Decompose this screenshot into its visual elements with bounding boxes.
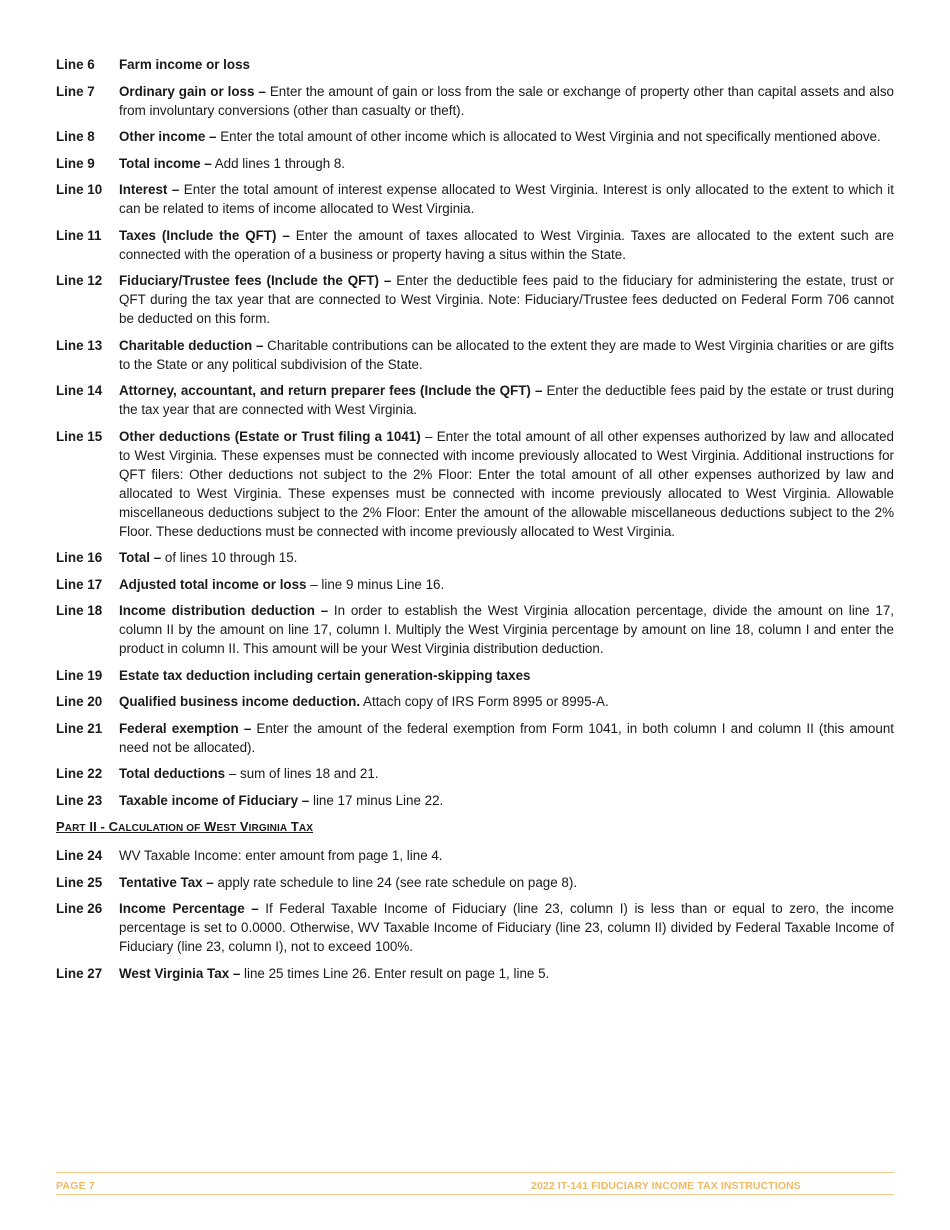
line-number: Line 18	[56, 603, 103, 618]
section-heading-part-2: PART II - CALCULATION OF WEST VIRGINIA TAX	[56, 819, 314, 834]
line-title: Fiduciary/Trustee fees (Include the QFT) –	[119, 273, 392, 288]
line-description	[119, 55, 894, 74]
line-title: Tentative Tax –	[119, 874, 214, 890]
line-title: Income Percentage –	[119, 901, 259, 916]
line-number: Line 23	[56, 792, 103, 808]
line-number: Line 17	[56, 576, 103, 592]
line-title: Ordinary gain or loss –	[119, 83, 266, 99]
line-title: Other income –	[119, 129, 217, 144]
line-description	[119, 381, 894, 419]
line-description	[119, 271, 894, 328]
line-number: Line 8	[56, 129, 95, 144]
line-items-part-1	[56, 55, 894, 810]
line-items-part-2	[56, 846, 894, 983]
line-number: Line 24	[56, 848, 103, 863]
footer-divider-top	[56, 1172, 894, 1173]
line-description	[119, 846, 894, 865]
line-title: Farm income or loss	[119, 57, 250, 72]
line-item	[56, 154, 894, 173]
line-text: line 17 minus Line 22.	[309, 792, 444, 808]
footer-page-number: PAGE 7	[56, 1180, 95, 1192]
line-number: Line 9	[56, 155, 95, 171]
line-description	[119, 82, 894, 120]
line-text: line 25 times Line 26. Enter result on page 1, line 5.	[240, 965, 550, 981]
line-item	[56, 764, 894, 783]
line-title: Total –	[119, 550, 162, 565]
line-number: Line 14	[56, 383, 103, 398]
line-title: Interest –	[119, 182, 180, 197]
line-number: Line 15	[56, 428, 103, 444]
line-item	[56, 719, 894, 757]
line-item	[56, 666, 894, 685]
line-number: Line 7	[56, 83, 95, 99]
line-item	[56, 271, 894, 328]
line-text: Charitable contributions can be allocated to the extent they are made to West Virginia charities or are gifts to the State or any political subdivision of the State.	[119, 337, 894, 372]
line-item	[56, 548, 894, 567]
line-description	[119, 127, 894, 146]
line-description	[119, 427, 894, 541]
line-item	[56, 846, 894, 865]
line-number: Line 19	[56, 667, 103, 683]
line-description	[119, 180, 894, 218]
line-title: Federal exemption –	[119, 720, 252, 736]
line-text: Enter the total amount of other income which is allocated to West Virginia and not specifically mentioned above.	[216, 129, 881, 144]
line-number: Line 12	[56, 273, 103, 288]
line-item	[56, 336, 894, 374]
line-text: Enter the amount of taxes allocated to West Virginia. Taxes are allocated to the extent such are connected with the operation of a business or property having a situs within the State.	[119, 227, 894, 262]
line-item	[56, 964, 894, 983]
line-description	[119, 692, 894, 711]
line-title: Attorney, accountant, and return preparer fees (Include the QFT) –	[119, 383, 543, 398]
footer-document-title: 2022 IT-141 FIDUCIARY INCOME TAX INSTRUCTIONS	[531, 1180, 801, 1192]
line-title: Charitable deduction –	[119, 337, 264, 353]
line-text: of lines 10 through 15.	[161, 550, 298, 565]
line-description	[119, 666, 894, 685]
line-text: – line 9 minus Line 16.	[306, 576, 445, 592]
line-title: Estate tax deduction including certain generation-skipping taxes	[119, 667, 531, 683]
line-text: WV Taxable Income: enter amount from page 1, line 4.	[119, 848, 443, 863]
line-number: Line 26	[56, 901, 103, 916]
line-title: Taxable income of Fiduciary –	[119, 792, 310, 808]
line-text: Add lines 1 through 8.	[211, 155, 346, 171]
line-item	[56, 692, 894, 711]
line-item	[56, 601, 894, 658]
line-text: Enter the amount of the federal exemption from Form 1041, in both column I and column II (this amount need not be allocated).	[119, 720, 894, 755]
line-text: Enter the deductible fees paid to the fiduciary for administering the estate, trust or QFT during the tax year that are connected to West Virginia. Note: Fiduciary/Trustee fees deducted on Federal Form 706 cannot be deducted on this form.	[119, 273, 894, 326]
line-number: Line 27	[56, 965, 103, 981]
line-item	[56, 791, 894, 810]
line-item	[56, 226, 894, 264]
line-title: Income distribution deduction –	[119, 603, 329, 618]
line-description	[119, 336, 894, 374]
line-text: If Federal Taxable Income of Fiduciary (line 23, column I) is less than or equal to zero, the income percentage is set to 0.0000. Otherwise, WV Taxable Income of Fiduciary (line 23, column II) divided by Federal Taxable Income of Fiduciary (line 23, column I), not to exceed 100%.	[119, 901, 894, 954]
line-text: apply rate schedule to line 24 (see rate schedule on page 8).	[213, 874, 578, 890]
line-description	[119, 899, 894, 956]
line-description	[119, 764, 894, 783]
instructions-content	[56, 55, 894, 990]
line-description	[119, 154, 894, 173]
line-item	[56, 873, 894, 892]
line-item	[56, 180, 894, 218]
line-description	[119, 791, 894, 810]
line-title: Total deductions	[119, 766, 226, 781]
line-title: Other deductions (Estate or Trust filing a 1041)	[119, 428, 421, 444]
line-description	[119, 873, 894, 892]
line-item	[56, 55, 894, 74]
footer-divider-bottom	[56, 1194, 894, 1195]
line-description	[119, 601, 894, 658]
line-number: Line 16	[56, 550, 103, 565]
line-item	[56, 575, 894, 594]
line-item	[56, 381, 894, 419]
line-text: – sum of lines 18 and 21.	[225, 766, 379, 781]
line-description	[119, 226, 894, 264]
line-text: Enter the deductible fees paid by the estate or trust during the tax year that are connected with West Virginia.	[119, 383, 894, 417]
line-title: West Virginia Tax –	[119, 965, 241, 981]
line-number: Line 20	[56, 694, 103, 709]
line-text: – Enter the total amount of all other expenses authorized by law and allocated to West Virginia. These expenses must be connected with income previously allocated to West Virginia. Additional instructions for QFT filers: Other deductions not subject to the 2% Floor: Enter the total amount of all other expenses authorized by law and allocated to West Virginia. These expenses must be connected with income previously allocated to West Virginia. Allowable miscellaneous deductions subject to the 2% Floor: Enter the amount of the allowable miscellaneous deductions subject to the 2% Floor. These deductions must be connected with income previously allocated to West Virginia.	[119, 428, 894, 539]
line-text: Enter the total amount of interest expense allocated to West Virginia. Interest is only allocated to the extent to which it can be related to items of income allocated to West Virginia.	[119, 182, 894, 216]
line-item	[56, 127, 894, 146]
line-title: Qualified business income deduction.	[119, 694, 361, 709]
line-description	[119, 964, 894, 983]
line-number: Line 21	[56, 720, 103, 736]
line-item	[56, 899, 894, 956]
line-text: In order to establish the West Virginia allocation percentage, divide the amount on line 17, column II by the amount on line 17, column I. Multiply the West Virginia percentage by amount on line 18, column I and enter the product in column II. This amount will be your West Virginia distribution deduction.	[119, 603, 894, 656]
line-number: Line 10	[56, 182, 103, 197]
line-text: Enter the amount of gain or loss from the sale or exchange of property other than capital assets and also from involuntary conversions (other than casualty or theft).	[119, 83, 894, 118]
line-number: Line 13	[56, 337, 103, 353]
line-item	[56, 82, 894, 120]
line-description	[119, 548, 894, 567]
line-title: Total income –	[119, 155, 212, 171]
line-number: Line 22	[56, 766, 103, 781]
line-number: Line 6	[56, 57, 95, 72]
line-text: Attach copy of IRS Form 8995 or 8995-A.	[360, 694, 609, 709]
line-title: Taxes (Include the QFT) –	[119, 227, 290, 243]
line-number: Line 11	[56, 227, 102, 243]
line-item	[56, 427, 894, 541]
line-number: Line 25	[56, 874, 103, 890]
line-title: Adjusted total income or loss	[119, 576, 307, 592]
line-description	[119, 575, 894, 594]
line-description	[119, 719, 894, 757]
